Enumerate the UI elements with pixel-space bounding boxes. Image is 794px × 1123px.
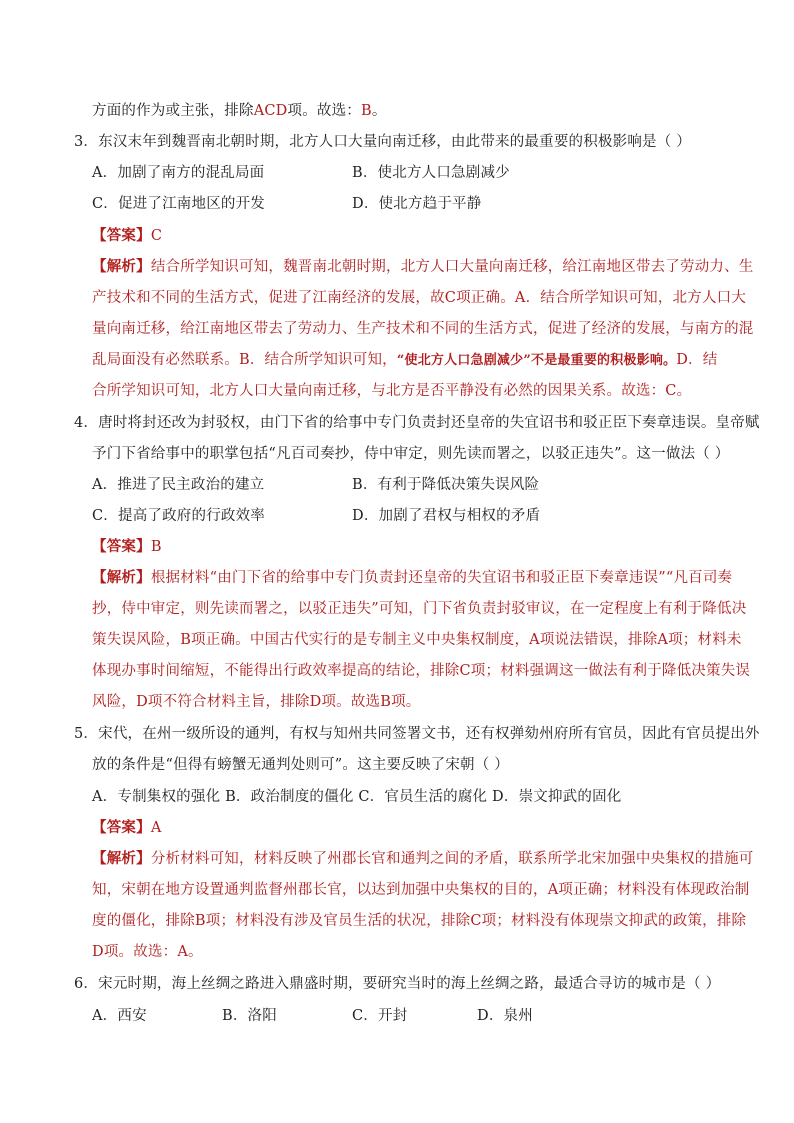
explanation-line [92, 349, 732, 371]
question-3-explanation [92, 256, 754, 278]
option-c: C．提高了政府的行政效率 [92, 508, 265, 524]
explanation-line: 度的僵化，排除B项；材料没有涉及官员生活的状况，排除C项；材料没有体现崇文抑武的政策，排除 [92, 913, 747, 929]
text: “使北方人口急剧减少”不是最重要的积极影响。 [396, 353, 677, 368]
question-6: 6．宋元时期，海上丝绸之路进入鼎盛时期，要研究当时的海上丝绸之路，最适合寻访的城市是（ ） [74, 976, 721, 992]
option-d: D．泉州 [477, 1008, 533, 1024]
text: 根据材料“由门下省的给事中专门负责封还皇帝的失宜诏书和驳正臣下奏章违误”“凡百司奏 [150, 570, 733, 586]
question-4-answer [92, 536, 732, 558]
text: 结合所学知识可知，魏晋南北朝时期，北方人口大量向南迁移，给江南地区带去了劳动力、生 [150, 259, 754, 275]
text: 项。故选： [287, 103, 361, 119]
option-a: A．推进了民主政治的建立 [92, 477, 265, 493]
explanation-line: 抄，侍中审定，则先读而署之，以驳正违失”可知，门下省负责封驳审议，在一定程度上有利于降低决 [92, 601, 747, 617]
explanation-label: 【解析】 [92, 569, 151, 586]
explanation-line: 量向南迁移，给江南地区带去了劳动力、生产技术和不同的生活方式，促进了经济的发展，与南方的混 [92, 321, 754, 337]
option-b: B．有利于降低决策失误风险 [352, 477, 540, 493]
option-b: B．洛阳 [222, 1008, 277, 1024]
prev-explanation-tail [92, 100, 732, 122]
option-d: D．使北方趋于平静 [352, 196, 482, 212]
explanation-line: 策失误风险，B项正确。中国古代实行的是专制主义中央集权制度，A项说法错误，排除A项；材料未 [92, 632, 742, 648]
text: 方面的作为或主张，排除 [92, 103, 254, 119]
question-4-options-row-2 [92, 505, 732, 527]
explanation-line: 知，宋朝在地方设置通判监督州郡长官，以达到加强中央集权的目的，A项正确；材料没有体现政治制 [92, 882, 750, 898]
option-d: D．加剧了君权与相权的矛盾 [352, 508, 541, 524]
question-3-options-row-2 [92, 193, 732, 215]
answer-value: C [150, 228, 163, 244]
answer-label: 【答案】 [92, 227, 151, 244]
explanation-label: 【解析】 [92, 850, 151, 867]
question-5: 5．宋代，在州一级所设的通判，有权与知州共同签署文书，还有权弹劾州府所有官员，因此有官员提出外 [74, 726, 760, 742]
question-4: 4．唐时将封还改为封驳权，由门下省的给事中专门负责封还皇帝的失宜诏书和驳正臣下奏章违误。皇帝赋 [74, 415, 760, 431]
answer-value: A [150, 820, 162, 836]
option-b: B．使北方人口急剧减少 [352, 165, 510, 181]
explanation-line: 风险，D项不符合材料主旨，排除D项。故选B项。 [92, 694, 421, 710]
text: 乱局面没有必然联系。B．结合所学知识可知， [92, 352, 397, 368]
question-5-cont: 放的条件是“但得有螃蟹无通判处则可”。这主要反映了宋朝（ ） [92, 757, 509, 773]
option-c: C．开封 [352, 1008, 408, 1024]
text: 分析材料可知，材料反映了州郡长官和通判之间的矛盾，联系所学北宋加强中央集权的措施可 [150, 851, 754, 867]
question-4-cont: 予门下省给事中的职掌包括“凡百司奏抄，侍中审定，则先读而署之，以驳正违失”。这一做法（ ） [92, 446, 730, 462]
text: 。 [371, 103, 387, 119]
question-6-options [92, 1005, 732, 1027]
answer-label: 【答案】 [92, 538, 151, 555]
question-3-options-row-1 [92, 162, 732, 184]
explanation-line: D项。故选：A。 [92, 944, 203, 960]
explanation-line: 合所学知识可知，北方人口大量向南迁移，与北方是否平静没有必然的因果关系。故选：C。 [92, 383, 692, 399]
answer-label: 【答案】 [92, 819, 151, 836]
option-a: A．加剧了南方的混乱局面 [92, 165, 265, 181]
text: B [361, 103, 372, 119]
question-5-options: A．专制集权的强化 B．政治制度的僵化 C．官员生活的腐化 D．崇文抑武的固化 [92, 789, 622, 805]
answer-value: B [150, 539, 162, 555]
question-4-explanation [92, 567, 732, 589]
explanation-line: 体现办事时间缩短，不能得出行政效率提高的结论，排除C项；材料强调这一做法有利于降低决策失误 [92, 663, 751, 679]
question-4-options-row-1 [92, 474, 732, 496]
text: ACD [253, 103, 288, 119]
text: D．结 [676, 352, 718, 368]
question-3: 3．东汉末年到魏晋南北朝时期，北方人口大量向南迁移，由此带来的最重要的积极影响是（ ） [74, 134, 691, 150]
explanation-label: 【解析】 [92, 258, 151, 275]
question-5-explanation [92, 848, 754, 870]
question-5-answer [92, 817, 732, 839]
option-a: A．西安 [92, 1008, 147, 1024]
explanation-line: 产技术和不同的生活方式，促进了江南经济的发展，故C项正确。A．结合所学知识可知，北方人口大 [92, 290, 747, 306]
question-3-answer [92, 225, 732, 247]
option-c: C．促进了江南地区的开发 [92, 196, 265, 212]
